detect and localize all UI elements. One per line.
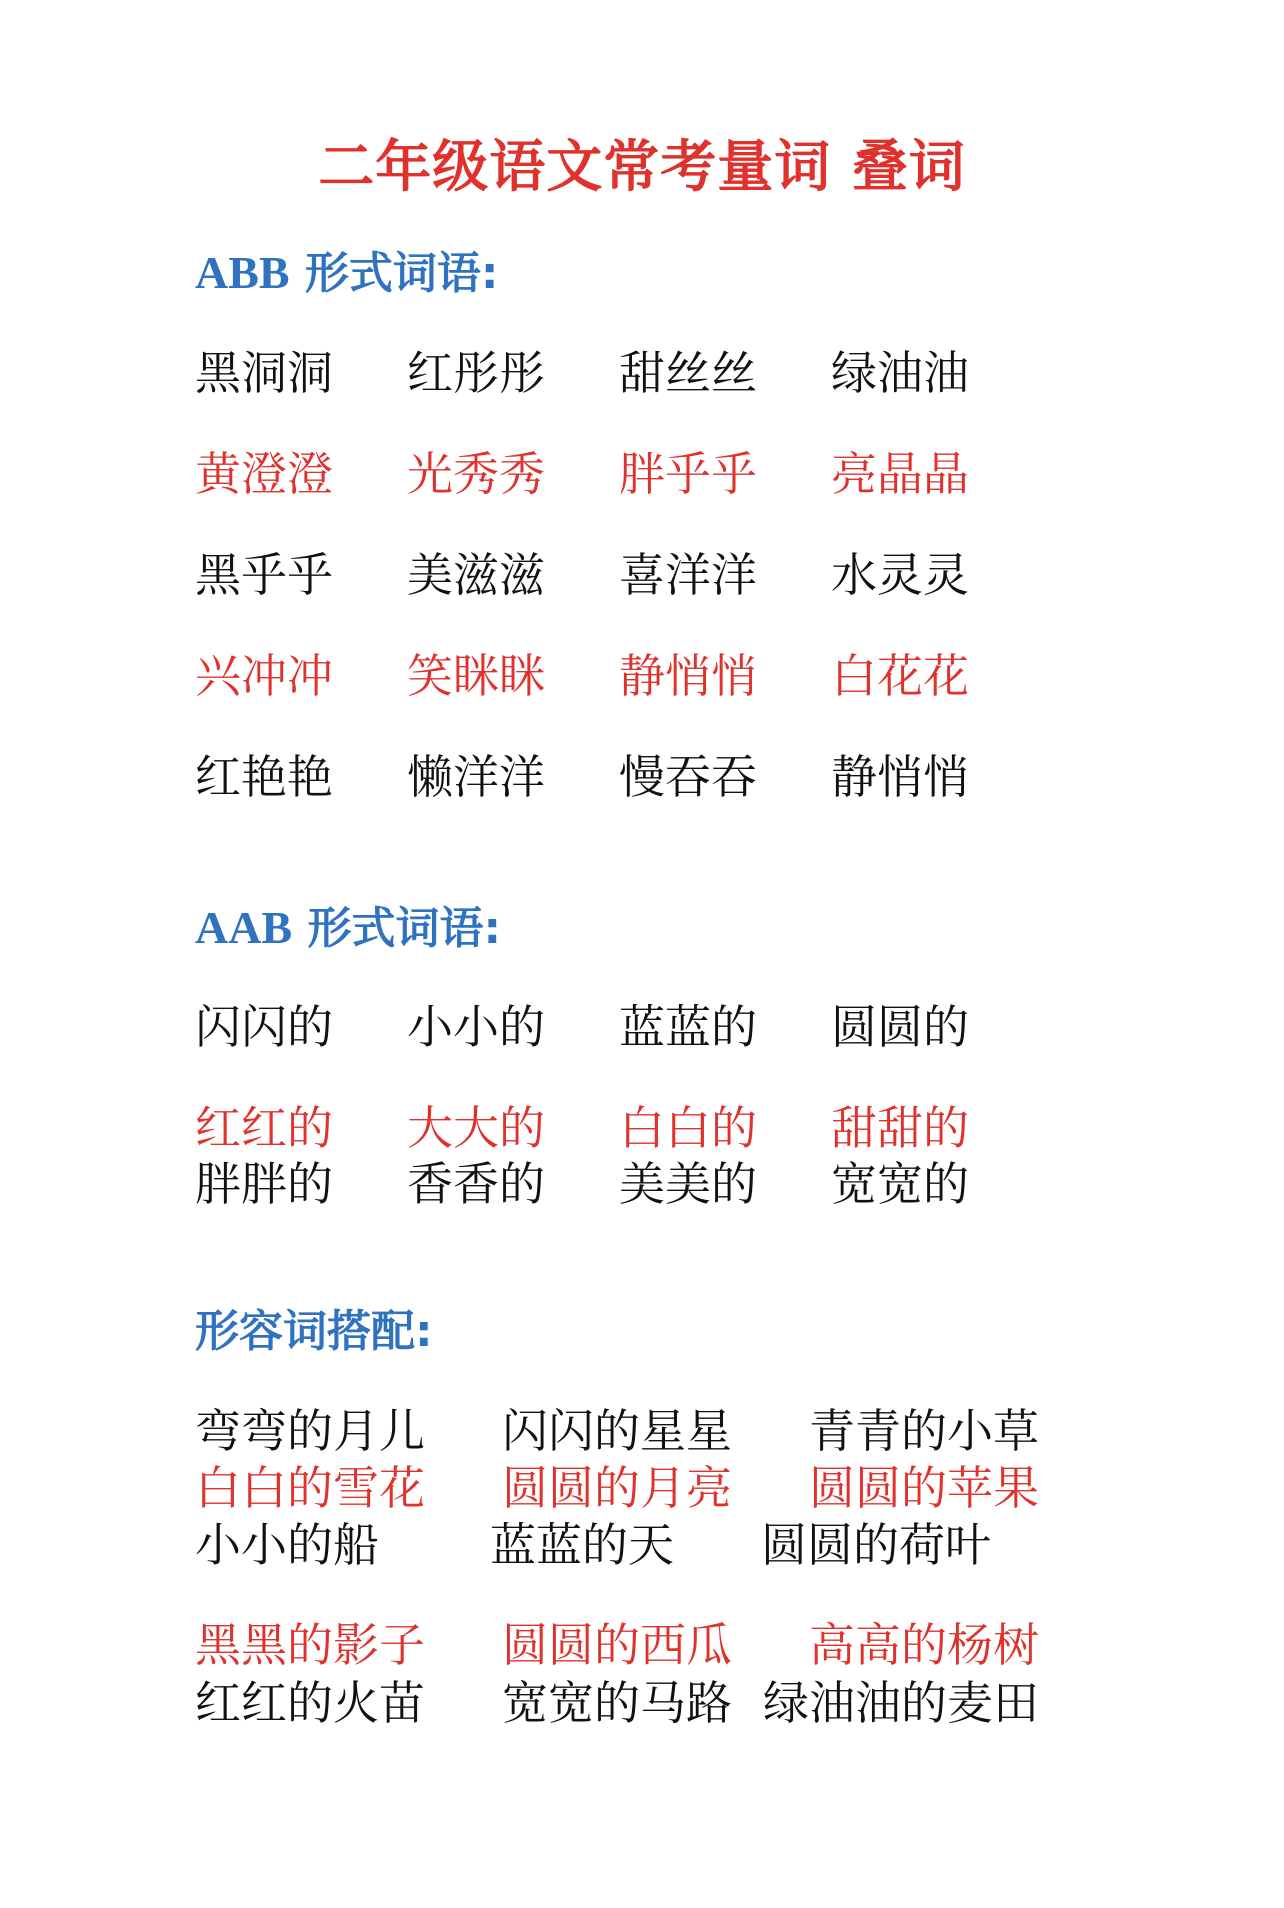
word: 水灵灵 — [831, 548, 969, 602]
phrase: 青青的小草 — [809, 1404, 1039, 1458]
word: 红艳艳 — [195, 750, 333, 804]
word: 闪闪的 — [195, 1000, 333, 1054]
phrase: 红红的火苗 — [195, 1676, 425, 1730]
word: 红红的 — [195, 1101, 333, 1155]
section-heading-aab-text: 形式词语: — [292, 903, 502, 954]
word: 慢吞吞 — [619, 750, 757, 804]
phrase: 圆圆的月亮 — [502, 1461, 732, 1515]
word: 兴冲冲 — [195, 649, 333, 703]
page-title: 二年级语文常考量词 叠词 — [318, 135, 966, 200]
word: 喜洋洋 — [619, 548, 757, 602]
phrase: 白白的雪花 — [195, 1461, 425, 1515]
word: 香香的 — [407, 1157, 545, 1211]
phrase: 高高的杨树 — [809, 1618, 1039, 1672]
section-heading-abb-text: 形式词语: — [289, 248, 499, 299]
section-heading-abb-latin: ABB — [195, 247, 290, 298]
word: 白白的 — [619, 1101, 757, 1155]
word: 红彤彤 — [407, 346, 545, 400]
word: 黄澄澄 — [195, 447, 333, 501]
word: 懒洋洋 — [407, 750, 545, 804]
word: 圆圆的 — [831, 1000, 969, 1054]
word: 笑眯眯 — [407, 649, 545, 703]
word: 静悄悄 — [619, 649, 757, 703]
section-heading-abb — [195, 243, 499, 304]
section-heading-aab-latin: AAB — [195, 902, 293, 953]
word: 光秀秀 — [407, 447, 545, 501]
phrase: 圆圆的苹果 — [809, 1461, 1039, 1515]
word: 美美的 — [619, 1157, 757, 1211]
phrase: 绿油油的麦田 — [763, 1676, 1039, 1730]
phrase: 圆圆的荷叶 — [761, 1518, 991, 1572]
word: 绿油油 — [831, 346, 969, 400]
phrase: 蓝蓝的天 — [490, 1518, 674, 1572]
phrase: 黑黑的影子 — [195, 1618, 425, 1672]
word: 静悄悄 — [831, 750, 969, 804]
word: 胖乎乎 — [619, 447, 757, 501]
section-heading-adj-text: 形容词搭配: — [195, 1306, 433, 1357]
word: 胖胖的 — [195, 1157, 333, 1211]
phrase: 闪闪的星星 — [502, 1404, 732, 1458]
word: 甜甜的 — [831, 1101, 969, 1155]
phrase: 小小的船 — [195, 1518, 379, 1572]
word: 白花花 — [831, 649, 969, 703]
phrase: 宽宽的马路 — [502, 1676, 732, 1730]
word: 宽宽的 — [831, 1157, 969, 1211]
word: 黑洞洞 — [195, 346, 333, 400]
word: 美滋滋 — [407, 548, 545, 602]
word: 甜丝丝 — [619, 346, 757, 400]
word: 大大的 — [407, 1101, 545, 1155]
phrase: 圆圆的西瓜 — [502, 1618, 732, 1672]
section-heading-aab — [195, 898, 501, 959]
word: 黑乎乎 — [195, 548, 333, 602]
section-heading-adj — [195, 1302, 433, 1362]
word: 小小的 — [407, 1000, 545, 1054]
word: 亮晶晶 — [831, 447, 969, 501]
word: 蓝蓝的 — [619, 1000, 757, 1054]
phrase: 弯弯的月儿 — [195, 1404, 425, 1458]
